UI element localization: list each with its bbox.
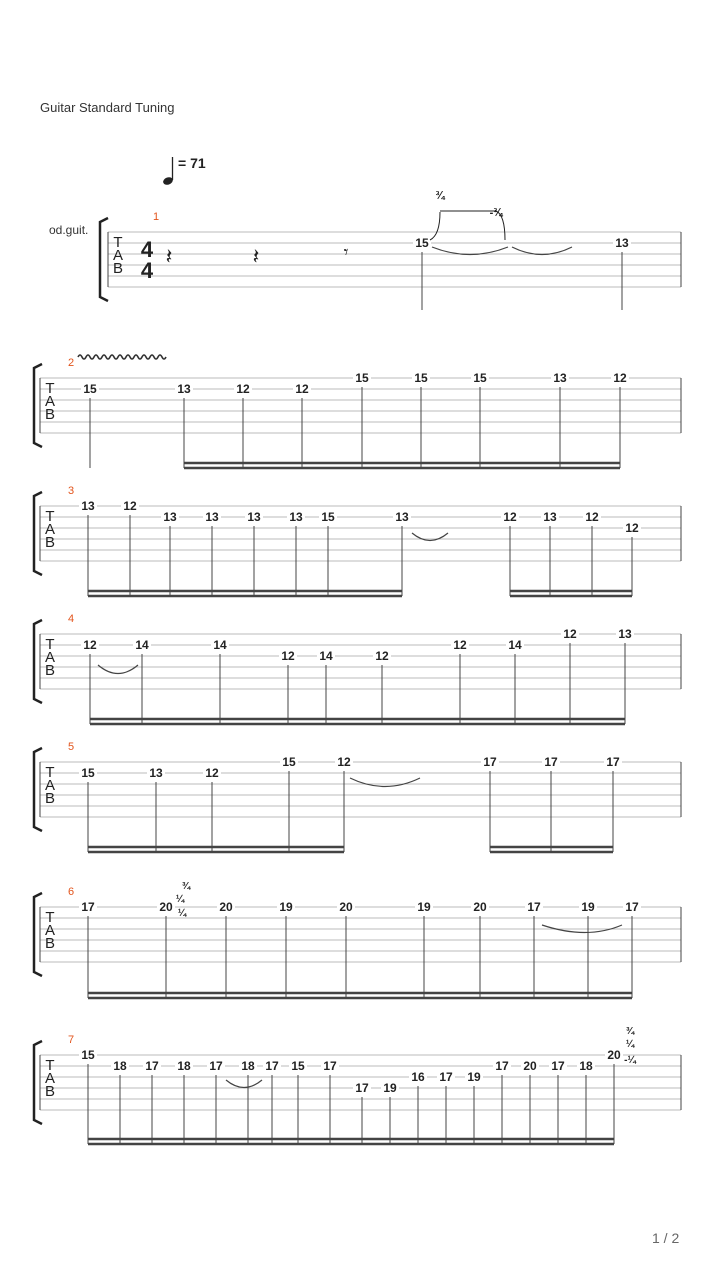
tab-clef-letter: A <box>44 777 56 794</box>
fret-number: 12 <box>236 382 250 396</box>
fret-number: 15 <box>473 371 487 385</box>
fret-number: 17 <box>483 755 497 769</box>
bend-label: ¾ <box>181 881 191 892</box>
tab-clef-letter: B <box>44 790 56 807</box>
fret-number: 12 <box>453 638 467 652</box>
bend-label: -¼ <box>624 1055 636 1066</box>
tab-clef-letter: A <box>44 649 56 666</box>
fret-number: 18 <box>579 1059 593 1073</box>
tab-clef-letter: B <box>44 662 56 679</box>
fret-number: 17 <box>323 1059 337 1073</box>
bend-arrow-up <box>430 212 440 240</box>
measure-number: 4 <box>67 613 75 625</box>
fret-number: 14 <box>508 638 522 652</box>
tab-clef-letter: T <box>45 508 55 525</box>
fret-number: 13 <box>163 510 177 524</box>
fret-number: 12 <box>563 627 577 641</box>
fret-number: 18 <box>241 1059 255 1073</box>
tab-clef-letter: A <box>112 247 124 264</box>
tab-clef-letter: T <box>45 1057 55 1074</box>
tab-system-1 <box>100 211 681 310</box>
fret-number: 18 <box>177 1059 191 1073</box>
fret-number: 14 <box>135 638 149 652</box>
fret-number: 15 <box>81 766 95 780</box>
fret-number: 19 <box>467 1070 481 1084</box>
tab-clef-letter: A <box>44 521 56 538</box>
fret-number: 12 <box>295 382 309 396</box>
bend-label-down: -¾ <box>489 207 503 219</box>
page-number: 1 / 2 <box>652 1230 680 1246</box>
measure-number: 5 <box>67 741 75 753</box>
fret-number: 12 <box>337 755 351 769</box>
fret-number: 15 <box>291 1059 305 1073</box>
tab-clef-letter: T <box>45 909 55 926</box>
fret-number: 20 <box>219 900 233 914</box>
time-signature-bottom: 4 <box>140 258 154 283</box>
fret-number: 19 <box>581 900 595 914</box>
fret-number: 18 <box>113 1059 127 1073</box>
fret-number: 15 <box>83 382 97 396</box>
fret-number: 16 <box>411 1070 425 1084</box>
fret-number: 12 <box>83 638 97 652</box>
fret-number: 12 <box>375 649 389 663</box>
measure-number: 7 <box>67 1034 75 1046</box>
fret-number: 17 <box>439 1070 453 1084</box>
tab-clef-letter: A <box>44 1070 56 1087</box>
bend-label: ¼ <box>625 1039 635 1050</box>
fret-number: 12 <box>503 510 517 524</box>
fret-number: 17 <box>495 1059 509 1073</box>
tab-clef-letter: T <box>113 234 123 251</box>
tab-system-5 <box>34 741 681 852</box>
fret-number: 17 <box>145 1059 159 1073</box>
bend-label-up: ¾ <box>435 190 445 202</box>
tie-arc <box>226 1080 262 1088</box>
tab-system-2 <box>34 357 681 468</box>
fret-number: 17 <box>544 755 558 769</box>
fret-number: 13 <box>289 510 303 524</box>
bend-label: ¼ <box>177 908 187 919</box>
fret-number: 13 <box>553 371 567 385</box>
fret-number: 14 <box>319 649 333 663</box>
fret-number: 17 <box>209 1059 223 1073</box>
tie-arc <box>512 247 572 255</box>
system-bracket <box>34 620 42 703</box>
fret-number: 17 <box>265 1059 279 1073</box>
fret-number: 17 <box>551 1059 565 1073</box>
fret-number: 19 <box>383 1081 397 1095</box>
fret-number: 13 <box>615 236 629 250</box>
fret-number: 19 <box>417 900 431 914</box>
fret-number: 17 <box>527 900 541 914</box>
tab-clef-letter: B <box>44 935 56 952</box>
tab-clef-letter: B <box>44 406 56 423</box>
fret-number: 17 <box>81 900 95 914</box>
fret-number: 17 <box>625 900 639 914</box>
fret-number: 17 <box>606 755 620 769</box>
fret-number: 13 <box>81 499 95 513</box>
tab-clef-letter: A <box>44 922 56 939</box>
fret-number: 15 <box>355 371 369 385</box>
tie-arc <box>98 665 138 674</box>
system-bracket <box>34 748 42 831</box>
fret-number: 13 <box>618 627 632 641</box>
tempo-marking: = 71 <box>178 155 206 171</box>
system-bracket <box>34 364 42 447</box>
quarter-rest-icon: 𝄽 <box>165 244 173 269</box>
fret-number: 20 <box>607 1048 621 1062</box>
tab-system-7 <box>34 1034 681 1144</box>
fret-number: 12 <box>205 766 219 780</box>
tie-arc <box>432 247 508 255</box>
instrument-name: od.guit. <box>49 223 89 237</box>
tie-arc <box>350 778 420 787</box>
fret-number: 12 <box>585 510 599 524</box>
fret-number: 13 <box>205 510 219 524</box>
fret-number: 12 <box>625 521 639 535</box>
tab-clef-letter: B <box>44 534 56 551</box>
fret-number: 20 <box>523 1059 537 1073</box>
fret-number: 12 <box>281 649 295 663</box>
fret-number: 15 <box>321 510 335 524</box>
tab-clef-letter: T <box>45 380 55 397</box>
time-signature-top: 4 <box>140 237 154 262</box>
fret-number: 15 <box>414 371 428 385</box>
fret-number: 13 <box>247 510 261 524</box>
fret-number: 12 <box>613 371 627 385</box>
tab-system-6 <box>34 886 681 998</box>
system-bracket <box>100 218 108 301</box>
measure-number: 2 <box>67 357 75 369</box>
tab-clef-letter: T <box>45 636 55 653</box>
fret-number: 17 <box>355 1081 369 1095</box>
tab-clef-letter: B <box>112 260 124 277</box>
fret-number: 20 <box>159 900 173 914</box>
fret-number: 13 <box>543 510 557 524</box>
quarter-rest-icon: 𝄽 <box>252 244 260 269</box>
system-bracket <box>34 492 42 575</box>
measure-number: 6 <box>67 886 75 898</box>
measure-number: 3 <box>67 485 75 497</box>
fret-number: 15 <box>415 236 429 250</box>
fret-number: 13 <box>177 382 191 396</box>
system-bracket <box>34 893 42 976</box>
eighth-rest-icon: 𝄾 <box>343 242 349 262</box>
system-bracket <box>34 1041 42 1124</box>
fret-number: 20 <box>473 900 487 914</box>
fret-number: 19 <box>279 900 293 914</box>
bend-label: ¾ <box>625 1026 635 1037</box>
fret-number: 13 <box>395 510 409 524</box>
fret-number: 12 <box>123 499 137 513</box>
fret-number: 20 <box>339 900 353 914</box>
fret-number: 15 <box>81 1048 95 1062</box>
bend-label: ¼ <box>175 894 185 905</box>
tab-clef-letter: B <box>44 1083 56 1100</box>
tab-system-3 <box>34 485 681 596</box>
measure-number: 1 <box>152 211 160 223</box>
fret-number: 13 <box>149 766 163 780</box>
fret-number: 14 <box>213 638 227 652</box>
tab-clef-letter: A <box>44 393 56 410</box>
vibrato-wavy-line <box>78 355 166 359</box>
tab-system-4 <box>34 613 681 724</box>
tuning-label: Guitar Standard Tuning <box>40 100 175 115</box>
fret-number: 15 <box>282 755 296 769</box>
tab-clef-letter: T <box>45 764 55 781</box>
